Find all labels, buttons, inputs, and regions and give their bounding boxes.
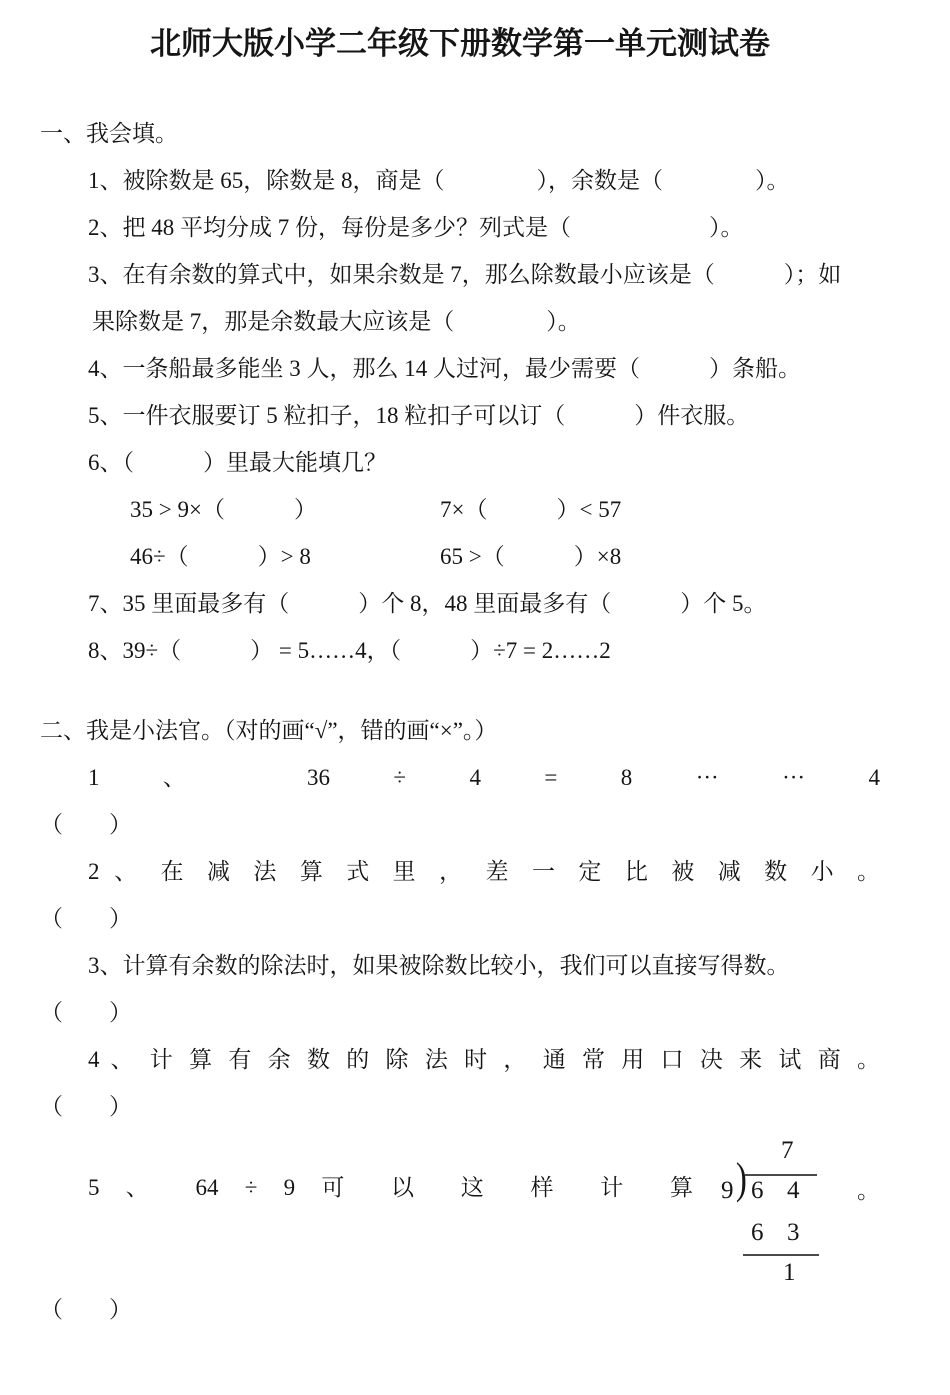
long-division-figure [721,1134,839,1286]
question-7: 7、35 里面最多有（ ）个 8，48 里面最多有（ ）个 5。 [88,591,767,616]
section-1-heading: 一、我会填。 [40,121,178,146]
page-title: 北师大版小学二年级下册数学第一单元测试卷 [150,26,770,61]
question-6: 6、（ ）里最大能填几？ [88,450,387,475]
judgment-blank-2: （ ） [40,906,132,931]
question-4: 4、一条船最多能坐 3 人，那么 14 人过河，最少需要（ ）条船。 [88,356,801,381]
division-bracket: ) [735,1154,747,1203]
q6-expression-d: 65 >（ ）×8 [440,544,622,569]
statement-5 [40,1134,880,1286]
dividend-tens: 6 [751,1177,764,1204]
division-quotient: 7 [781,1137,794,1164]
division-divisor: 9 [721,1177,734,1204]
statement-5-period: 。 [857,1177,880,1203]
section-2-heading: 二、我是小法官。（对的画“√”，错的画“×”。） [40,718,498,743]
question-6-sub-row-2 [40,533,880,580]
question-3-line2: 果除数是 7，那是余数最大应该是（ ）。 [92,309,581,334]
question-3-line1: 3、在有余数的算式中，如果余数是 7，那么除数最小应该是（ ）；如 [88,262,842,287]
question-1: 1、被除数是 65，除数是 8，商是（ ），余数是（ ）。 [88,168,790,193]
question-6-sub-row-1 [40,486,880,533]
product-ones: 3 [787,1219,800,1246]
question-8: 8、39÷（ ） = 5……4，（ ）÷7 = 2……2 [88,638,611,663]
judgment-blank-3: （ ） [40,1000,132,1025]
division-remainder: 1 [783,1259,796,1286]
section-true-false [40,707,880,1333]
judgment-blank-5: （ ） [40,1297,132,1322]
product-tens: 6 [751,1219,764,1246]
question-2: 2、把 48 平均分成 7 份，每份是多少？列式是（ ）。 [88,215,744,240]
statement-2: 2 、 在 减 法 算 式 里 ， 差 一 定 比 被 减 数 小 。 [88,859,880,884]
section-fill-in [40,110,880,674]
statement-1: 1 、 36 ÷ 4 = 8 ··· ··· 4 [88,765,880,790]
statement-3: 3、计算有余数的除法时，如果被除数比较小，我们可以直接写得数。 [88,953,790,978]
judgment-blank-1: （ ） [40,812,132,837]
division-subtraction-line [743,1254,819,1256]
statement-5-text: 5 、 64 ÷ 9 可 以 这 样 计 算 [88,1174,693,1200]
q6-expression-b: 7×（ ）< 57 [440,497,622,522]
question-5: 5、一件衣服要订 5 粒扣子，18 粒扣子可以订（ ）件衣服。 [88,403,750,428]
judgment-blank-4: （ ） [40,1094,132,1119]
dividend-ones: 4 [787,1177,800,1204]
statement-4: 4 、 计 算 有 余 数 的 除 法 时 ， 通 常 用 口 决 来 试 商 。 [88,1047,880,1072]
q6-expression-a: 35 > 9×（ ） [130,497,317,522]
q6-expression-c: 46÷（ ）> 8 [130,544,311,569]
